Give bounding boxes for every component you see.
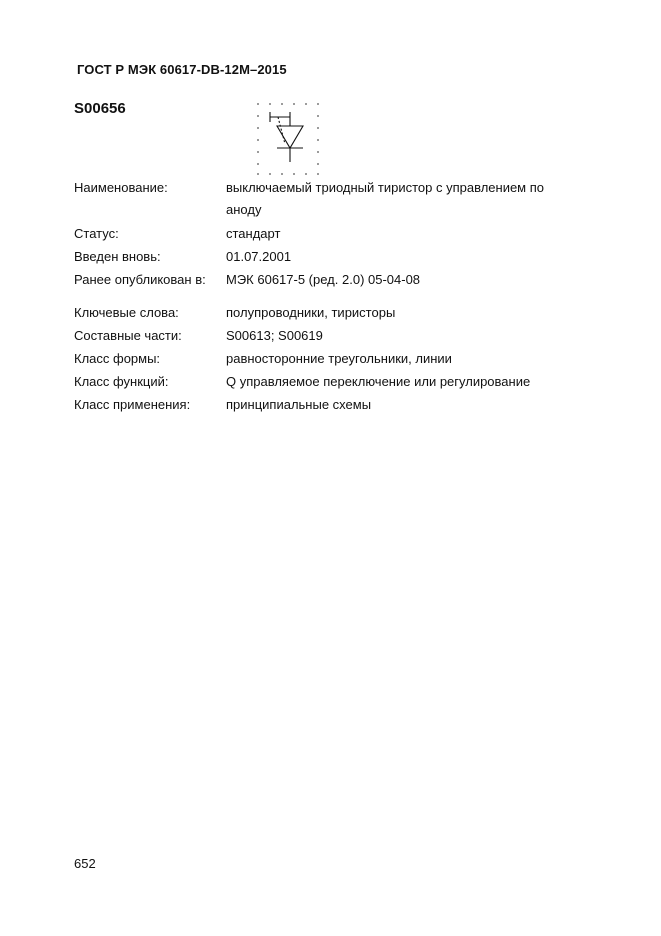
field-label: Класс применения:: [74, 397, 191, 412]
symbol-code: S00656: [74, 100, 126, 117]
field-label: Статус:: [74, 226, 119, 241]
field-label: Наименование:: [74, 180, 168, 195]
thyristor-symbol: [270, 112, 303, 162]
field-label: Введен вновь:: [74, 249, 161, 264]
standard-title: ГОСТ Р МЭК 60617-DB-12M–2015: [77, 62, 287, 77]
field-label: Ранее опубликован в:: [74, 272, 206, 287]
field-value: [226, 177, 566, 221]
field-value: МЭК 60617-5 (ред. 2.0) 05-04-08: [226, 272, 421, 287]
gto-thyristor-anode-gate-icon: [252, 98, 324, 178]
field-label: Ключевые слова:: [74, 305, 179, 320]
field-label: Класс формы:: [74, 351, 161, 366]
field-value: равносторонние треугольники, линии: [226, 351, 452, 366]
field-value: S00613; S00619: [226, 328, 323, 343]
field-value: стандарт: [226, 226, 281, 241]
field-value-line: выключаемый триодный тиристор с управлением по: [226, 180, 545, 195]
field-label: Класс функций:: [74, 374, 169, 389]
field-value: полупроводники, тиристоры: [226, 305, 396, 320]
field-label: Составные части:: [74, 328, 182, 343]
page-number: 652: [74, 856, 96, 871]
field-value-line: аноду: [226, 202, 262, 217]
field-value: Q управляемое переключение или регулирование: [226, 374, 531, 389]
field-value: принципиальные схемы: [226, 397, 372, 412]
field-value: 01.07.2001: [226, 249, 292, 264]
grid-dots: [257, 103, 319, 175]
